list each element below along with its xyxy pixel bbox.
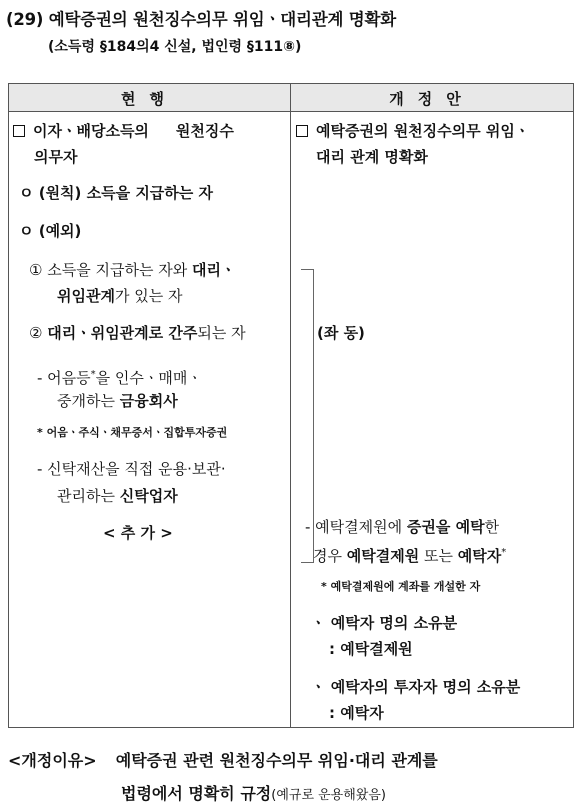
- proposed-bullet2-line2: : 예탁자: [329, 704, 384, 722]
- current-sub2: ② 대리ㆍ위임관계로 간주되는 자: [29, 324, 246, 342]
- page-title: (29) 예탁증권의 원천징수의무 위임ㆍ대리관계 명확화: [6, 10, 396, 29]
- proposed-dash-line1: - 예탁결제원에 증권을 예탁한: [305, 518, 500, 536]
- current-added: < 추 가 >: [103, 524, 173, 542]
- current-item1-line2: 의무자: [34, 148, 78, 166]
- current-dash1-line1: - 어음등*을 인수ㆍ매매ㆍ: [37, 369, 202, 387]
- reason-line2: 법령에서 명확히 규정(예규로 운용해왔음): [121, 784, 386, 803]
- checkbox-square-icon: [13, 125, 25, 137]
- header-current: 현행: [121, 90, 178, 108]
- reason-text: 예탁증권 관련 원천징수의무 위임·대리 관계를: [115, 751, 438, 770]
- page-subtitle: (소득령 §184의4 신설, 법인령 §111⑧): [48, 39, 302, 55]
- reason-label: <개정이유>: [8, 751, 97, 770]
- reason-line1: [8, 748, 438, 771]
- comparison-table: [8, 83, 574, 728]
- current-dash2-line1: - 신탁재산을 직접 운용·보관·: [37, 460, 226, 478]
- proposed-bullet1-line2: : 예탁결제원: [329, 640, 413, 658]
- current-dash1-line2: 중개하는 금융회사: [57, 392, 178, 410]
- current-principle: ㅇ (원칙) 소득을 지급하는 자: [19, 184, 213, 202]
- proposed-item1-line1: 예탁증권의 원천징수의무 위임ㆍ: [296, 120, 529, 142]
- current-sub1-line1: ① 소득을 지급하는 자와 대리ㆍ: [29, 261, 236, 279]
- table-header-row: [9, 84, 573, 112]
- proposed-dash-line2: 경우 예탁결제원 또는 예탁자*: [313, 547, 507, 565]
- current-exception: ㅇ (예외): [19, 222, 82, 240]
- current-note1: * 어음ㆍ주식ㆍ채무증서ㆍ집합투자증권: [37, 426, 228, 439]
- column-divider: [290, 84, 291, 727]
- proposed-bullet1-line1: ㆍ 예탁자 명의 소유분: [311, 614, 458, 632]
- current-dash2-line2: 관리하는 신탁업자: [57, 487, 178, 505]
- proposed-bullet2-line1: ㆍ 예탁자의 투자자 명의 소유분: [311, 678, 521, 696]
- current-item1-line1: 이자ㆍ배당소득의 원천징수: [13, 120, 234, 142]
- current-sub1-line2: 위임관계가 있는 자: [57, 287, 183, 305]
- header-proposed: 개정안: [389, 90, 475, 108]
- proposed-item1-line2: 대리 관계 명확화: [316, 148, 428, 166]
- proposed-same: (좌 동): [317, 324, 365, 342]
- checkbox-square-icon: [296, 125, 308, 137]
- proposed-note: * 예탁결제원에 계좌를 개설한 자: [321, 580, 481, 593]
